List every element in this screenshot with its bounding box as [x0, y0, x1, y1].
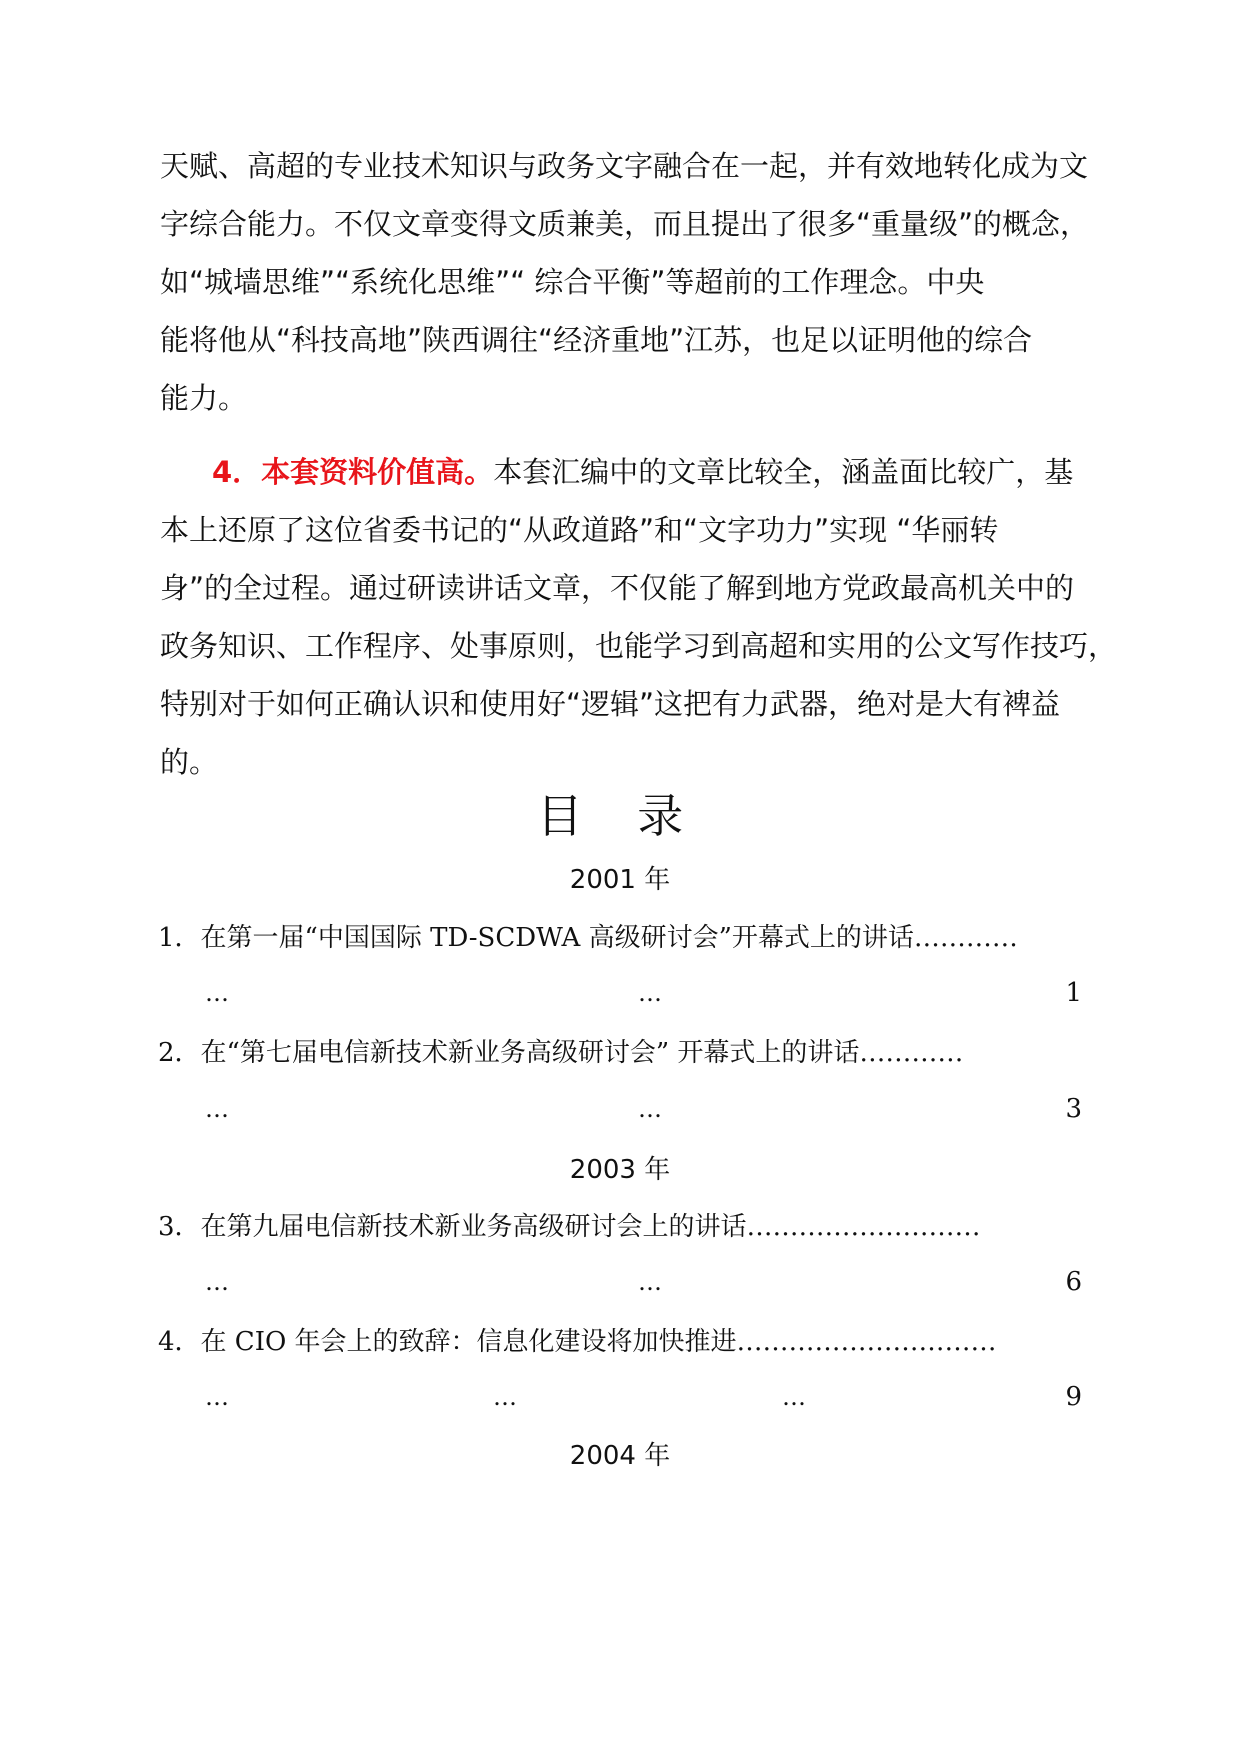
- point4-first-line: [160, 443, 1120, 501]
- toc-entry-1-dots-b: …: [638, 979, 663, 1007]
- point4-paragraph: [160, 443, 1120, 791]
- intro-paragraph: [160, 137, 1120, 427]
- toc-entry-2[interactable]: 2．在“第七届电信新技术新业务高级研讨会” 开幕式上的讲话…………: [158, 1038, 964, 1068]
- toc-entry-2-page: 3: [1065, 1094, 1082, 1124]
- toc-entry-3-dots-b: …: [638, 1268, 663, 1296]
- point4-first-line-rest: 本套汇编中的文章比较全，涵盖面比较广，基: [493, 455, 1074, 489]
- toc-entry-3-page: 6: [1065, 1267, 1082, 1297]
- point4-heading: 4．本套资料价值高。: [212, 455, 494, 489]
- toc-entry-1-page: 1: [1065, 978, 1082, 1008]
- point4-line-3: 身”的全过程。通过研读讲话文章，不仅能了解到地方党政最高机关中的: [160, 571, 1075, 605]
- intro-line-5: 能力。: [160, 381, 248, 415]
- toc-year-2004: 2004 年: [569, 1441, 671, 1471]
- toc-entry-1-dots-a: …: [205, 979, 230, 1007]
- toc-entry-3-dots-a: …: [205, 1268, 230, 1296]
- toc-entry-4-dots-b: …: [493, 1383, 518, 1411]
- toc-entry-4-page: 9: [1065, 1382, 1082, 1412]
- point4-line-2: 本上还原了这位省委书记的“从政道路”和“文字功力”实现 “华丽转: [160, 513, 999, 547]
- toc-entry-4-dots-a: …: [205, 1383, 230, 1411]
- toc-year-2003: 2003 年: [569, 1155, 671, 1185]
- toc-entry-1[interactable]: 1．在第一届“中国国际 TD-SCDWA 高级研讨会”开幕式上的讲话…………: [158, 923, 1018, 953]
- point4-line-4: 政务知识、工作程序、处事原则，也能学习到高超和实用的公文写作技巧，: [160, 629, 1118, 663]
- toc-entry-3[interactable]: 3．在第九届电信新技术新业务高级研讨会上的讲话………………………: [158, 1212, 981, 1242]
- intro-line-4: 能将他从“科技高地”陕西调往“经济重地”江苏，也足以证明他的综合: [160, 323, 1033, 357]
- intro-line-2: 字综合能力。不仅文章变得文质兼美，而且提出了很多“重量级”的概念，: [160, 207, 1090, 241]
- toc-entry-4[interactable]: 4．在 CIO 年会上的致辞：信息化建设将加快推进…………………………: [158, 1327, 997, 1357]
- toc-year-2001: 2001 年: [569, 865, 671, 895]
- toc-entry-2-dots-b: …: [638, 1095, 663, 1123]
- intro-line-3: 如“城墙思维”“系统化思维”“ 综合平衡”等超前的工作理念。中央: [160, 265, 985, 299]
- toc-entry-2-dots-a: …: [205, 1095, 230, 1123]
- point4-line-5: 特别对于如何正确认识和使用好“逻辑”这把有力武器，绝对是大有裨益: [160, 687, 1061, 721]
- toc-entry-4-dots-c: …: [782, 1383, 807, 1411]
- point4-line-6: 的。: [160, 745, 219, 779]
- toc-title: 目 录: [536, 789, 704, 843]
- intro-line-1: 天赋、高超的专业技术知识与政务文字融合在一起，并有效地转化成为文: [160, 149, 1089, 183]
